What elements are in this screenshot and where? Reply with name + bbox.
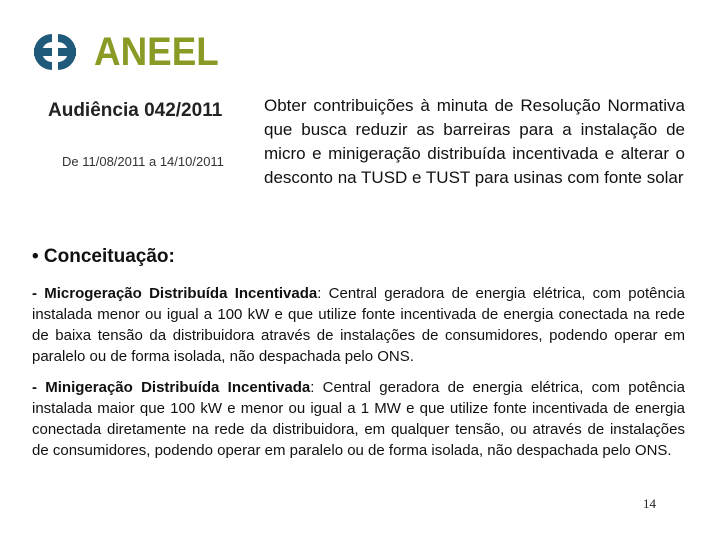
aneel-logo-text: ANEEL [94,30,219,74]
definition-term: - Minigeração Distribuída Incentivada [32,379,311,396]
definition-minigeracao [32,377,685,461]
definition-text: : Central geradora de energia elétrica, com potência instalada maior que 100 kW e menor ou igual a 1 MW e que utilize fonte incentivada de energia conectada diretamente na rede da distribuidora, em qualquer tensão, ou através de instalações de consumidores, podendo operar em paralelo ou de forma isolada, não despachada pelo ONS. [32,379,685,459]
hearing-objective: Obter contribuições à minuta de Resolução Normativa que busca reduzir as barreiras para a instalação de micro e minigeração distribuída incentivada e alterar o desconto na TUSD e TUST para usinas com fonte solar [264,96,685,187]
page-number: 14 [643,496,656,511]
aneel-logo-mark-icon [22,31,88,73]
hearing-dates: De 11/08/2011 a 14/10/2011 [62,154,224,169]
definition-text: : Central geradora de energia elétrica, com potência instalada menor ou igual a 100 kW e que utilize fonte incentivada de energia conectada na rede de baixa tensão da distribuidora através de instalações de consumidores, podendo operar em paralelo ou de forma isolada, não despachada pelo ONS. [32,285,685,365]
section-title: • Conceituação: [32,246,175,267]
definition-term: - Microgeração Distribuída Incentivada [32,285,318,302]
hearing-title: Audiência 042/2011 [48,100,223,121]
definition-microgeracao [32,283,685,367]
aneel-logo [22,31,230,73]
